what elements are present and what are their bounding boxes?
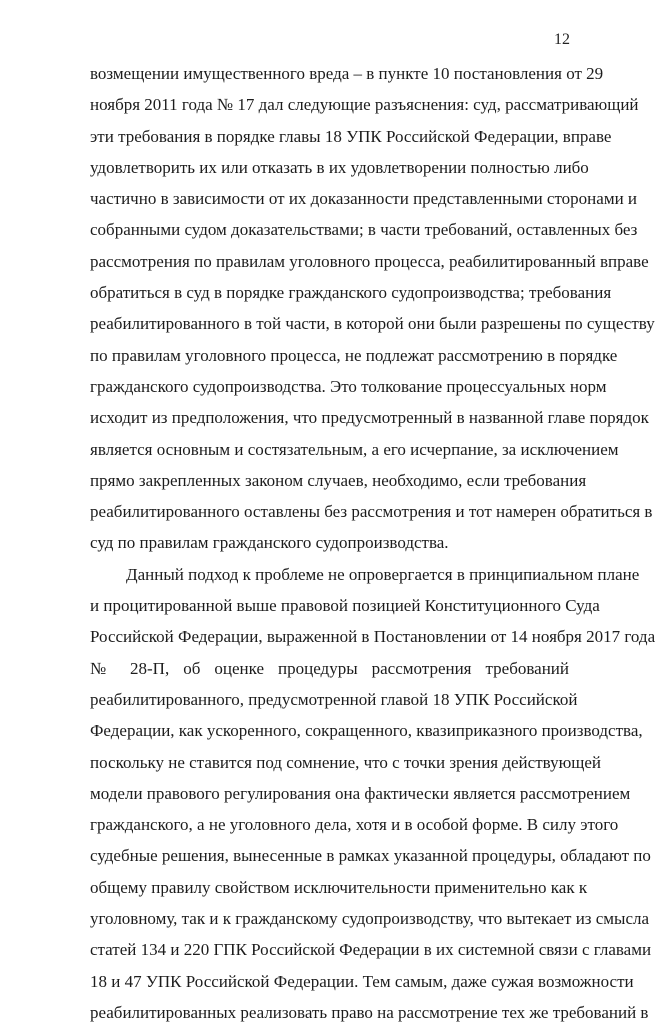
paragraph-1-line: эти требования в порядке главы 18 УПК Российской Федерации, вправе	[90, 126, 612, 146]
paragraph-2-line: Российской Федерации, выраженной в Постановлении от 14 ноября 2017 года	[90, 627, 655, 647]
paragraph-2-line: судебные решения, вынесенные в рамках указанной процедуры, обладают по	[90, 846, 651, 866]
document-body	[90, 58, 655, 1028]
paragraph-1-line: прямо закрепленных законом случаев, необходимо, если требования	[90, 470, 587, 490]
paragraph-2-line: Данный подход к проблеме не опровергается в принципиальном плане	[126, 564, 640, 584]
paragraph-1-line: исходит из предположения, что предусмотренный в названной главе порядок	[90, 408, 649, 428]
paragraph-1-line: реабилитированного в той части, в которой они были разрешены по существу	[90, 314, 655, 334]
paragraph-1-line: собранными судом доказательствами; в части требований, оставленных без	[90, 220, 638, 240]
paragraph-2-line: № 28-П, об оценке процедуры рассмотрения требований	[90, 658, 569, 678]
paragraph-1-line: ноября 2011 года № 17 дал следующие разъяснения: суд, рассматривающий	[90, 95, 639, 115]
paragraph-2-line: реабилитированного, предусмотренной главой 18 УПК Российской	[90, 689, 578, 709]
paragraph-2-line: модели правового регулирования она фактически является рассмотрением	[90, 783, 631, 803]
paragraph-1-line: является основным и состязательным, а его исчерпание, за исключением	[90, 439, 619, 459]
paragraph-2-line: гражданского, а не уголовного дела, хотя и в особой форме. В силу этого	[90, 815, 619, 835]
paragraph-2-line: Федерации, как ускоренного, сокращенного, квазиприказного производства,	[90, 721, 643, 741]
paragraph-2-line: общему правилу свойством исключительности применительно как к	[90, 877, 588, 897]
paragraph-1-line: удовлетворить их или отказать в их удовлетворении полностью либо	[90, 157, 589, 177]
paragraph-2-line: и процитированной выше правовой позицией Конституционного Суда	[90, 596, 600, 616]
paragraph-1-line: обратиться в суд в порядке гражданского судопроизводства; требования	[90, 283, 612, 303]
paragraph-2-line: 18 и 47 УПК Российской Федерации. Тем самым, даже сужая возможности	[90, 971, 634, 991]
page-number: 12	[554, 31, 570, 48]
paragraph-2-line: уголовному, так и к гражданскому судопроизводству, что вытекает из смысла	[90, 909, 650, 929]
paragraph-2-line: статей 134 и 220 ГПК Российской Федерации в их системной связи с главами	[90, 940, 652, 960]
paragraph-1-line: реабилитированного оставлены без рассмотрения и тот намерен обратиться в	[90, 502, 653, 522]
paragraph-2-line: поскольку не ставится под сомнение, что с точки зрения действующей	[90, 752, 602, 772]
paragraph-1-line: рассмотрения по правилам уголовного процесса, реабилитированный вправе	[90, 251, 649, 271]
paragraph-1-line: по правилам уголовного процесса, не подлежат рассмотрению в порядке	[90, 345, 618, 365]
paragraph-1-line: частично в зависимости от их доказанности представленными сторонами и	[90, 189, 638, 209]
paragraph-1-line: возмещении имущественного вреда – в пункте 10 постановления от 29	[90, 64, 604, 83]
paragraph-2-line: реабилитированных реализовать право на рассмотрение тех же требований в	[90, 1002, 649, 1022]
paragraph-1-line: гражданского судопроизводства. Это толкование процессуальных норм	[90, 376, 607, 396]
paragraph-1-line: суд по правилам гражданского судопроизводства.	[90, 533, 449, 553]
